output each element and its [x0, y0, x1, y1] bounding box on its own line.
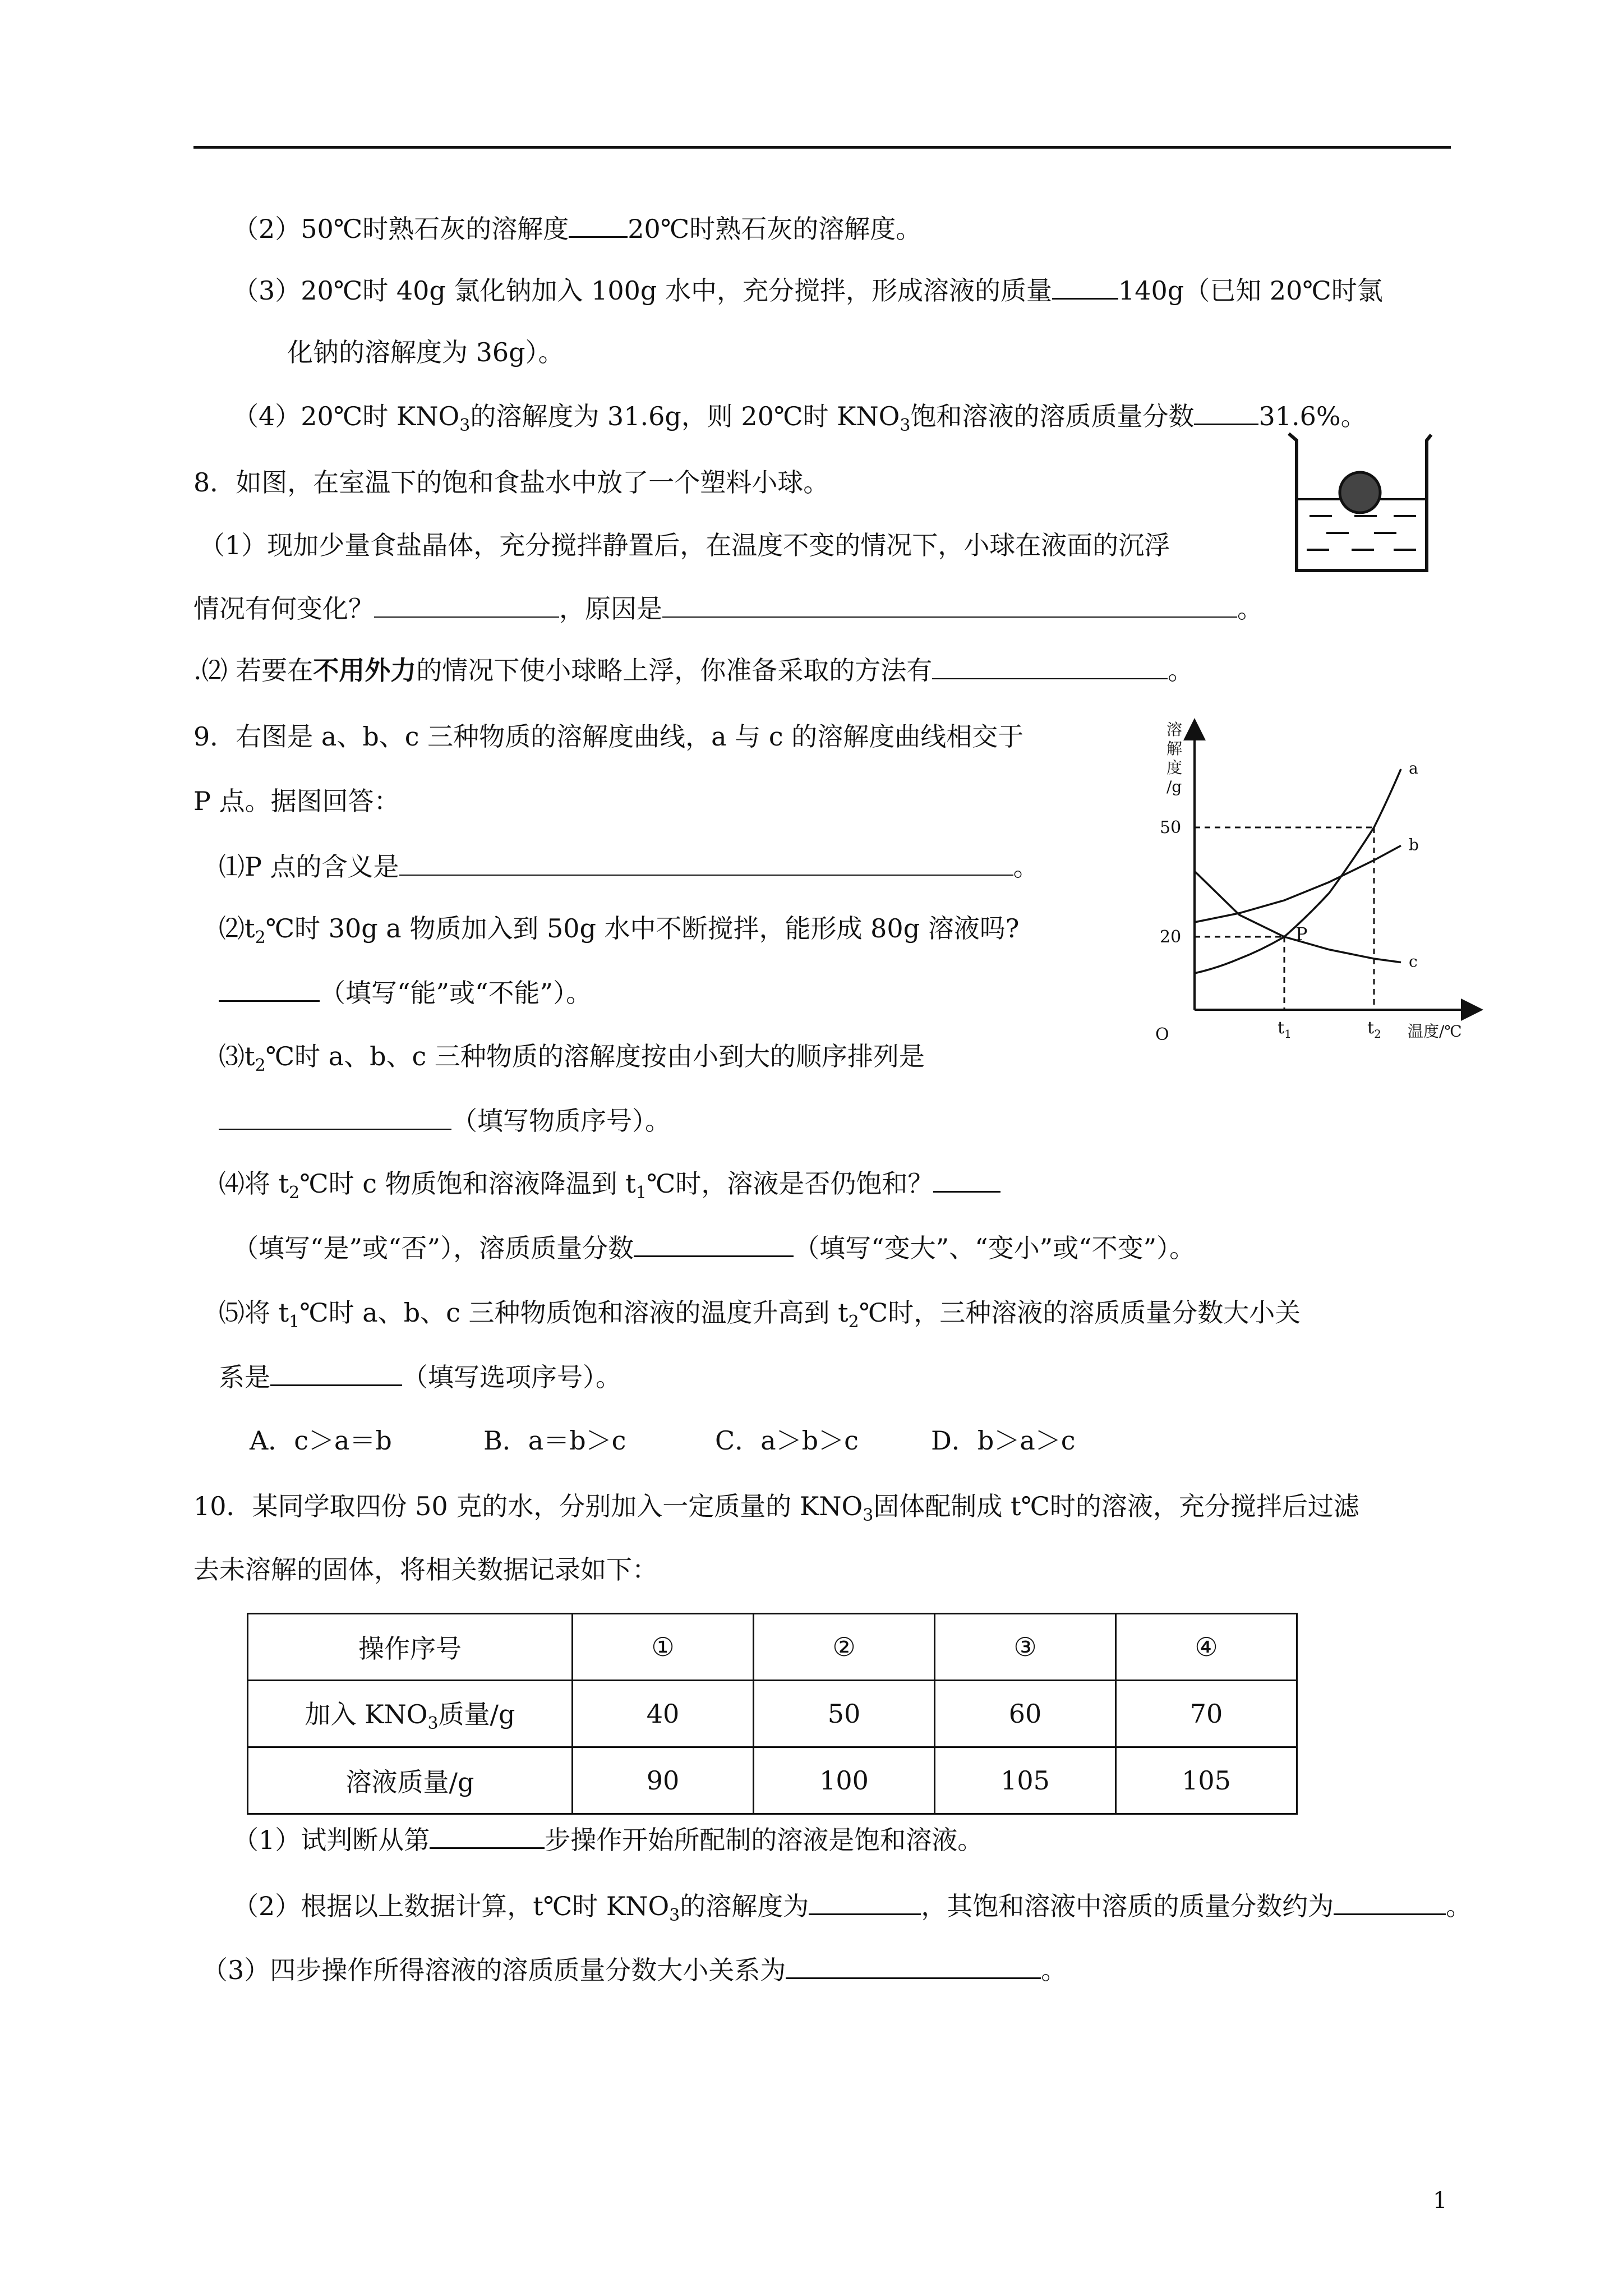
- table-header-cell: ③: [935, 1614, 1116, 1681]
- q7-part2: （2）50℃时熟石灰的溶解度 20℃时熟石灰的溶解度。: [233, 214, 922, 244]
- q7-part3-cont: 化钠的溶解度为 36g）。: [287, 337, 564, 367]
- q9-sub2: $⑵t_2℃$时 30g a 物质加入到 50g 水中不断搅拌，能形成 80g 溶液吗?: [219, 913, 1020, 948]
- q9-sub5-cont: 系是 （填写选项序号）。: [219, 1362, 621, 1392]
- table-cell: 40: [573, 1681, 754, 1747]
- y-label-char: /g: [1166, 777, 1182, 796]
- q7-part4: （4）20℃时 $KNO_3$的溶解度为 31.6g，则 20℃时 $KNO_3$饱和溶液的溶质质量分数 31.6%。: [233, 401, 1367, 436]
- q9-sub4-cont: （填写“是”或“否”），溶质质量分数 （填写“变大”、“变小”或“不变”）。: [233, 1233, 1196, 1263]
- curve-label-a: a: [1409, 759, 1418, 777]
- option-d[interactable]: D．b＞a＞c: [931, 1425, 1076, 1456]
- q9-sub1: ⑴P 点的含义是 。: [219, 852, 1039, 882]
- answer-blank[interactable]: [1334, 1890, 1446, 1915]
- q10-intro-line1: 10．某同学取四份 50 克的水，分别加入一定质量的 $KNO_3$固体配制成 t℃时的溶液，充分搅拌后过滤: [193, 1491, 1359, 1526]
- q9-sub2-cont: （填写“能”或“不能”）。: [219, 976, 592, 1010]
- answer-blank[interactable]: [662, 593, 1237, 618]
- answer-blank[interactable]: [1052, 274, 1118, 300]
- q8-part1-cont: 情况有何变化？ ，原因是 。: [193, 593, 1263, 624]
- table-cell: 50: [754, 1681, 935, 1747]
- q8-part2: .⑵ 若要在不用外力的情况下使小球略上浮，你准备采取的方法有 。: [193, 655, 1194, 685]
- answer-blank[interactable]: [1194, 400, 1258, 425]
- plastic-ball: [1340, 472, 1380, 513]
- solubility-chart: [1150, 718, 1486, 1043]
- curve-label-c: c: [1409, 952, 1418, 971]
- answer-blank[interactable]: [932, 655, 1168, 679]
- option-a[interactable]: A．c＞a＝b: [250, 1425, 392, 1456]
- table-row: [248, 1681, 1297, 1747]
- table-row-label: 溶液质量/g: [248, 1747, 573, 1814]
- curve-label-b: b: [1409, 835, 1419, 854]
- q10-part3: （3）四步操作所得溶液的溶质质量分数大小关系为 。: [202, 1955, 1067, 1985]
- table-header-cell: ①: [573, 1614, 754, 1681]
- answer-blank[interactable]: [399, 851, 1013, 876]
- page-number: 1: [1433, 2188, 1447, 2214]
- table-row: [248, 1614, 1297, 1681]
- q9-sub3-cont: （填写物质序号）。: [219, 1104, 671, 1138]
- table-cell: 105: [1116, 1747, 1297, 1814]
- table-cell: 100: [754, 1747, 935, 1814]
- table-header-cell: 操作序号: [248, 1614, 573, 1681]
- q9-intro-line1: 9．右图是 a、b、c 三种物质的溶解度曲线，a 与 c 的溶解度曲线相交于: [193, 721, 1024, 752]
- q9-sub4: ⑷将 $t_2℃$时 c 物质饱和溶液降温到 $t_1℃$时，溶液是否仍饱和？: [219, 1167, 1000, 1210]
- header-rule: [193, 146, 1451, 149]
- table-cell: 105: [935, 1747, 1116, 1814]
- table-row-label: 加入 $KNO_3$质量/g: [248, 1681, 573, 1747]
- beaker-figure: [1284, 424, 1436, 581]
- q10-intro-line2: 去未溶解的固体，将相关数据记录如下：: [193, 1554, 658, 1585]
- answer-blank[interactable]: [374, 593, 559, 618]
- q9-intro-line2: P 点。据图回答：: [193, 786, 400, 816]
- table-row: [248, 1747, 1297, 1814]
- y-label-char: 度: [1166, 758, 1183, 777]
- x-tick-label: $t_2$: [1367, 1018, 1381, 1041]
- answer-blank[interactable]: [809, 1890, 921, 1915]
- answer-blank[interactable]: [634, 1232, 794, 1257]
- answer-blank[interactable]: [933, 1167, 1000, 1193]
- curve-b: [1195, 846, 1401, 923]
- q9-sub5: ⑸将 $t_1℃$时 a、b、c 三种物质饱和溶液的温度升高到 $t_2℃$时，三种溶液的溶质质量分数大小关: [219, 1297, 1301, 1332]
- q8-part1: （1）现加少量食盐晶体，充分搅拌静置后，在温度不变的情况下，小球在液面的沉浮: [199, 530, 1170, 560]
- origin-label: O: [1155, 1025, 1169, 1043]
- data-table: [247, 1613, 1298, 1815]
- answer-blank[interactable]: [270, 1361, 402, 1386]
- table-cell: 70: [1116, 1681, 1297, 1747]
- x-axis-label: 温度/℃: [1408, 1022, 1462, 1041]
- point-p-label: P: [1295, 923, 1308, 945]
- answer-blank[interactable]: [430, 1824, 545, 1849]
- y-tick-label: 50: [1160, 818, 1182, 838]
- answer-blank[interactable]: [219, 977, 320, 1002]
- q10-part1: （1）试判断从第 步操作开始所配制的溶液是饱和溶液。: [233, 1825, 984, 1855]
- q8-intro: 8．如图，在室温下的饱和食盐水中放了一个塑料小球。: [193, 467, 829, 498]
- table-cell: 90: [573, 1747, 754, 1814]
- option-c[interactable]: C．a＞b＞c: [715, 1425, 859, 1456]
- y-label-char: 溶: [1166, 720, 1183, 739]
- option-b[interactable]: B．a＝b＞c: [483, 1425, 626, 1456]
- q9-sub3: $⑶t_2℃$时 a、b、c 三种物质的溶解度按由小到大的顺序排列是: [219, 1041, 925, 1076]
- answer-blank[interactable]: [786, 1954, 1041, 1979]
- y-tick-label: 20: [1160, 927, 1182, 947]
- q10-part2: （2）根据以上数据计算，t℃时 $KNO_3$的溶解度为 ，其饱和溶液中溶质的质量分数约为 。: [233, 1891, 1472, 1926]
- table-header-cell: ②: [754, 1614, 935, 1681]
- q7-part3: （3）20℃时 40g 氯化钠加入 100g 水中，充分搅拌，形成溶液的质量 140g（已知 20℃时氯: [233, 275, 1383, 306]
- x-tick-label: $t_1$: [1278, 1018, 1292, 1041]
- table-cell: 60: [935, 1681, 1116, 1747]
- answer-blank[interactable]: [569, 213, 628, 238]
- answer-blank[interactable]: [219, 1105, 451, 1130]
- table-header-cell: ④: [1116, 1614, 1297, 1681]
- y-label-char: 解: [1166, 739, 1183, 758]
